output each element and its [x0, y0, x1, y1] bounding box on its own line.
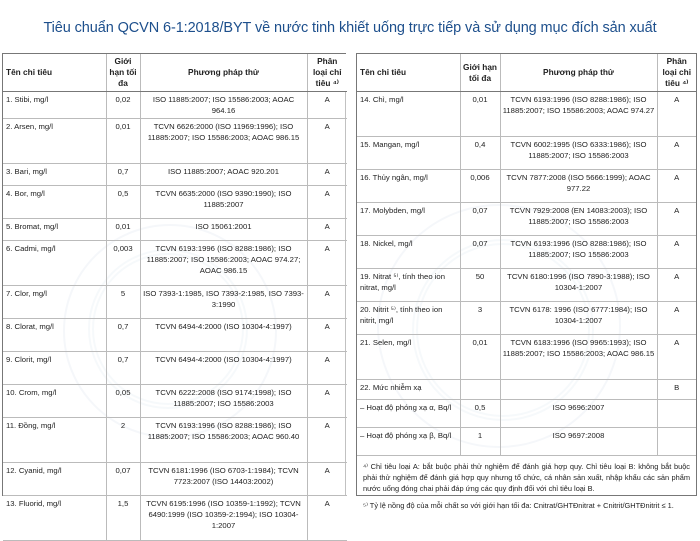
- cell-indicator-name: 21. Selen, mg/l: [357, 335, 460, 380]
- cell-test-method: ISO 9697:2008: [500, 428, 657, 456]
- left-table-panel: [2, 53, 346, 530]
- cell-indicator-name: 22. Mức nhiễm xạ: [357, 380, 460, 400]
- header-limit: Giới hạn tối đa: [106, 54, 140, 92]
- cell-max-limit: 1,5: [106, 496, 140, 541]
- cell-indicator-name: 11. Đồng, mg/l: [3, 418, 106, 463]
- right-table-panel: [356, 53, 697, 510]
- header-method: Phương pháp thử: [500, 54, 657, 92]
- cell-max-limit: 0,5: [460, 400, 500, 428]
- table-row: [357, 137, 696, 170]
- cell-classification: A: [307, 319, 347, 352]
- cell-test-method: TCVN 6183:1996 (ISO 9965:1993); ISO 11885:2007; ISO 15586:2003; AOAC 986.15: [500, 335, 657, 380]
- cell-test-method: TCVN 6626:2000 (ISO 11969:1996); ISO 11885:2007; ISO 15586:2003; AOAC 986.15: [140, 119, 307, 164]
- cell-indicator-name: 20. Nitrit ⁵⁾, tính theo ion nitrit, mg/l: [357, 302, 460, 335]
- table-row: [3, 164, 347, 186]
- table-row: [3, 92, 347, 119]
- cell-max-limit: 3: [460, 302, 500, 335]
- cell-max-limit: 5: [106, 286, 140, 319]
- cell-test-method: ISO 11885:2007; AOAC 920.201: [140, 164, 307, 186]
- cell-indicator-name: 16. Thủy ngân, mg/l: [357, 170, 460, 203]
- cell-classification: A: [307, 241, 347, 286]
- table-row: [357, 170, 696, 203]
- page-title: Tiêu chuẩn QCVN 6-1:2018/BYT về nước tinh khiết uống trực tiếp và sử dụng mục đích sản xuất: [43, 20, 657, 36]
- cell-test-method: ISO 11885:2007; ISO 15586:2003; AOAC 964.16: [140, 92, 307, 119]
- cell-test-method: TCVN 6635:2000 (ISO 9390:1990); ISO 11885:2007: [140, 186, 307, 219]
- cell-max-limit: 0,01: [106, 219, 140, 241]
- cell-indicator-name: 9. Clorit, mg/l: [3, 352, 106, 385]
- table-row: [3, 463, 347, 496]
- cell-classification: A: [307, 164, 347, 186]
- header-class: Phân loại chỉ tiêu ⁴⁾: [307, 54, 347, 92]
- header-method: Phương pháp thử: [140, 54, 307, 92]
- cell-max-limit: 0,003: [106, 241, 140, 286]
- cell-indicator-name: 3. Bari, mg/l: [3, 164, 106, 186]
- cell-test-method: TCVN 6193:1996 (ISO 8288:1986); ISO 11885:2007; ISO 15586:2003: [500, 236, 657, 269]
- cell-indicator-name: 1. Stibi, mg/l: [3, 92, 106, 119]
- table-row: [3, 496, 347, 541]
- cell-test-method: ISO 15061:2001: [140, 219, 307, 241]
- cell-max-limit: 0,07: [460, 236, 500, 269]
- table-row: [3, 186, 347, 219]
- footnote-5: ⁵⁾ Tỷ lệ nồng độ của mỗi chất so với giới hạn tối đa: Cnitrat/GHTĐnitrat + Cnitrit/GHTĐnitrit ≤ 1.: [363, 501, 674, 510]
- table-row: [357, 302, 696, 335]
- cell-classification: A: [657, 269, 696, 302]
- cell-classification: A: [657, 236, 696, 269]
- cell-test-method: TCVN 6193:1996 (ISO 8288:1986); ISO 11885:2007; ISO 15586:2003; AOAC 974.27: [500, 92, 657, 137]
- cell-test-method: TCVN 7877:2008 (ISO 5666:1999); AOAC 977.22: [500, 170, 657, 203]
- table-row: [357, 269, 696, 302]
- cell-max-limit: [460, 380, 500, 400]
- cell-indicator-name: 12. Cyanid, mg/l: [3, 463, 106, 496]
- table-row: [3, 418, 347, 463]
- header-name: Tên chỉ tiêu: [357, 54, 460, 92]
- cell-classification: A: [307, 496, 347, 541]
- left-standards-table: [3, 54, 347, 541]
- cell-max-limit: 50: [460, 269, 500, 302]
- table-header-row: [3, 54, 347, 92]
- cell-indicator-name: 10. Crom, mg/l: [3, 385, 106, 418]
- table-row: [3, 286, 347, 319]
- table-header-row: [357, 54, 696, 92]
- cell-indicator-name: 17. Molybden, mg/l: [357, 203, 460, 236]
- cell-max-limit: 0,05: [106, 385, 140, 418]
- table-row: [3, 385, 347, 418]
- cell-classification: A: [307, 186, 347, 219]
- cell-max-limit: 2: [106, 418, 140, 463]
- table-row: [3, 241, 347, 286]
- cell-max-limit: 0,7: [106, 319, 140, 352]
- cell-classification: A: [307, 385, 347, 418]
- cell-test-method: TCVN 6178: 1996 (ISO 6777:1984); ISO 10304-1:2007: [500, 302, 657, 335]
- cell-indicator-name: 18. Nickel, mg/l: [357, 236, 460, 269]
- cell-max-limit: 0,07: [460, 203, 500, 236]
- table-row: [3, 319, 347, 352]
- cell-classification: A: [307, 286, 347, 319]
- cell-classification: A: [307, 92, 347, 119]
- header-class: Phân loại chỉ tiêu ⁴⁾: [657, 54, 696, 92]
- cell-indicator-name: 2. Arsen, mg/l: [3, 119, 106, 164]
- cell-classification: A: [307, 119, 347, 164]
- header-limit: Giới hạn tối đa: [460, 54, 500, 92]
- cell-max-limit: 0,5: [106, 186, 140, 219]
- cell-test-method: TCVN 6193:1996 (ISO 8288:1986); ISO 11885:2007; ISO 15586:2003; AOAC 960.40: [140, 418, 307, 463]
- cell-indicator-name: 13. Fluorid, mg/l: [3, 496, 106, 541]
- cell-classification: A: [657, 170, 696, 203]
- cell-test-method: TCVN 6494-4:2000 (ISO 10304-4:1997): [140, 352, 307, 385]
- cell-indicator-name: 4. Bor, mg/l: [3, 186, 106, 219]
- table-row: [357, 428, 696, 456]
- table-row: [3, 119, 347, 164]
- cell-classification: A: [307, 463, 347, 496]
- cell-test-method: TCVN 6002:1995 (ISO 6333:1986); ISO 11885:2007; ISO 15586:2003: [500, 137, 657, 170]
- table-row: [357, 236, 696, 269]
- footnotes: [357, 456, 696, 522]
- cell-test-method: TCVN 6193:1996 (ISO 8288:1986); ISO 11885:2007; ISO 15586:2003; AOAC 974.27; AOAC 986.15: [140, 241, 307, 286]
- table-row: [357, 203, 696, 236]
- table-row: [357, 380, 696, 400]
- cell-max-limit: 0,01: [106, 119, 140, 164]
- cell-max-limit: 0,4: [460, 137, 500, 170]
- cell-test-method: TCVN 6222:2008 (ISO 9174:1998); ISO 11885:2007; ISO 15586:2003: [140, 385, 307, 418]
- table-row: [357, 92, 696, 137]
- cell-indicator-name: – Hoạt độ phóng xạ α, Bq/l: [357, 400, 460, 428]
- cell-indicator-name: 6. Cadmi, mg/l: [3, 241, 106, 286]
- cell-max-limit: 0,01: [460, 92, 500, 137]
- cell-max-limit: 0,006: [460, 170, 500, 203]
- cell-test-method: ISO 7393-1:1985, ISO 7393-2:1985, ISO 7393-3:1990: [140, 286, 307, 319]
- cell-indicator-name: 15. Mangan, mg/l: [357, 137, 460, 170]
- cell-indicator-name: 8. Clorat, mg/l: [3, 319, 106, 352]
- cell-test-method: TCVN 6195:1996 (ISO 10359-1:1992); TCVN 6490:1999 (ISO 10359-2:1994); ISO 10304-1:2007: [140, 496, 307, 541]
- cell-classification: A: [307, 418, 347, 463]
- cell-test-method: TCVN 6181:1996 (ISO 6703-1:1984); TCVN 7723:2007 (ISO 14403:2002): [140, 463, 307, 496]
- cell-max-limit: 0,7: [106, 164, 140, 186]
- cell-test-method: ISO 9696:2007: [500, 400, 657, 428]
- table-row: [357, 400, 696, 428]
- cell-max-limit: 1: [460, 428, 500, 456]
- right-table-body: [357, 92, 696, 456]
- cell-classification: A: [657, 203, 696, 236]
- cell-indicator-name: – Hoạt độ phóng xạ β, Bq/l: [357, 428, 460, 456]
- cell-classification: A: [657, 302, 696, 335]
- cell-indicator-name: 19. Nitrat ⁵⁾, tính theo ion nitrat, mg/l: [357, 269, 460, 302]
- cell-test-method: TCVN 6494-4:2000 (ISO 10304-4:1997): [140, 319, 307, 352]
- cell-max-limit: 0,07: [106, 463, 140, 496]
- header-name: Tên chỉ tiêu: [3, 54, 106, 92]
- cell-max-limit: 0,01: [460, 335, 500, 380]
- cell-indicator-name: 7. Clor, mg/l: [3, 286, 106, 319]
- cell-classification: A: [657, 92, 696, 137]
- cell-classification: A: [657, 137, 696, 170]
- table-row: [357, 335, 696, 380]
- cell-classification: B: [657, 380, 696, 400]
- cell-classification: A: [307, 352, 347, 385]
- cell-test-method: [500, 380, 657, 400]
- left-table-body: [3, 92, 347, 541]
- footnote-4: ⁴⁾ Chỉ tiêu loại A: bắt buộc phải thử nghiệm để đánh giá hợp quy. Chỉ tiêu loại B: không bắt buộc phải thử nghiệm để đánh giá hợp quy nhưng tổ chức, cá nhân sản xuất, nhập khẩu các sản phẩm nước uống đóng chai phải đáp ứng các quy định đối với chỉ tiêu loại B.: [363, 462, 690, 493]
- table-row: [3, 219, 347, 241]
- table-row: [3, 352, 347, 385]
- right-standards-table: [357, 54, 696, 456]
- cell-classification: [657, 428, 696, 456]
- cell-max-limit: 0,02: [106, 92, 140, 119]
- cell-max-limit: 0,7: [106, 352, 140, 385]
- cell-test-method: TCVN 7929:2008 (EN 14083:2003); ISO 11885:2007; ISO 15586:2003: [500, 203, 657, 236]
- cell-indicator-name: 5. Bromat, mg/l: [3, 219, 106, 241]
- cell-classification: A: [307, 219, 347, 241]
- cell-indicator-name: 14. Chì, mg/l: [357, 92, 460, 137]
- cell-test-method: TCVN 6180:1996 (ISO 7890-3:1988); ISO 10304-1:2007: [500, 269, 657, 302]
- cell-classification: A: [657, 335, 696, 380]
- cell-classification: [657, 400, 696, 428]
